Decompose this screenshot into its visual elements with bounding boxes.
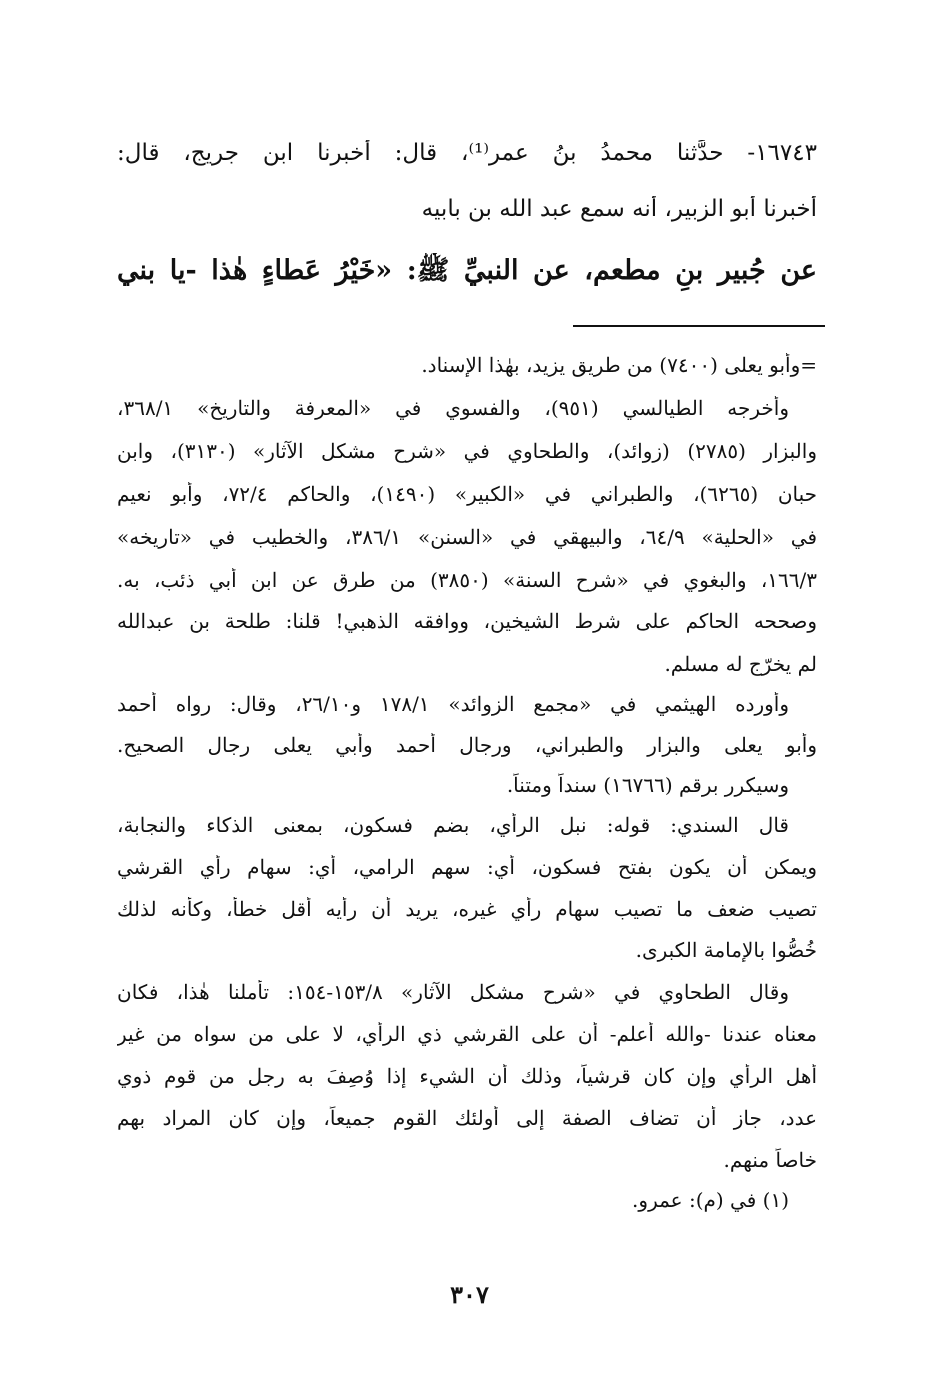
footnote-separator (573, 325, 825, 327)
main-text-line-2: أخبرنا أبو الزبير، أنه سمع عبد الله بن بابيه (421, 196, 817, 222)
footnote-line: والبزار (٢٧٨٥) (زوائد)، والطحاوي في «شرح مشكل الآثار» (٣١٣٠)، وابن (117, 439, 817, 463)
footnote-line: وسيكرر برقم (١٦٧٦٦) سنداً ومتناً. (506, 773, 789, 797)
footnote-line: خاصاً منهم. (723, 1148, 817, 1172)
footnote-line: لم يخرّج له مسلم. (664, 652, 817, 676)
footnote-line: خُصُّوا بالإمامة الكبرى. (635, 938, 817, 962)
footnote-line: =وأبو يعلى (٧٤٠٠) من طريق يزيد، بهٰذا الإسناد. (421, 353, 817, 377)
footnote-line: وأورده الهيثمي في «مجمع الزوائد» ١٧٨/١ و٢٦/١٠، وقال: رواه أحمد (117, 692, 790, 716)
footnote-line: قال السندي: قوله: نبل الرأي، بضم فسكون، بمعنى الذكاء والنجابة، (117, 813, 789, 837)
footnote-line: وأبو يعلى والبزار والطبراني، ورجال أحمد وأبي يعلى رجال الصحيح. (117, 733, 817, 757)
footnote-line: ١٦٦/٣، والبغوي في «شرح السنة» (٣٨٥٠) من طرق عن ابن أبي ذئب، به. (117, 568, 817, 592)
footnote-line: أهل الرأي وإن كان قرشياً، وذلك أن الشيء إذا وُصِفَ به رجل من قوم ذوي (117, 1064, 817, 1088)
main-text-line-1: ١٦٧٤٣- حدَّثنا محمدُ بنُ عمر⁽¹⁾، قال: أخبرنا ابن جريج، قال: (117, 140, 817, 166)
footnote-line: حبان (٦٢٦٥)، والطبراني في «الكبير» (١٤٩٠)، والحاكم ٧٢/٤، وأبو نعيم (117, 482, 817, 506)
footnote-reference: (١) في (م): عمرو. (632, 1188, 789, 1212)
footnote-line: تصيب ضعف ما تصيب سهام رأي غيره، يريد أن رأيه أقل خطأ، وكأنه لذلك (117, 897, 817, 921)
footnote-line: وأخرجه الطيالسي (٩٥١)، والفسوي في «المعرفة والتاريخ» ٣٦٨/١، (117, 396, 789, 420)
hadith-line: عن جُبير بنِ مطعم، عن النبيِّ ﷺ: «خَيْرُ عَطاءٍ هٰذا -يا بني (117, 255, 817, 286)
footnote-line: معناه عندنا -والله أعلم- أن على القرشي ذي الرأي، لا على من سواه من غير (117, 1022, 817, 1046)
page-number: ٣٠٧ (450, 1280, 489, 1309)
footnote-line: ويمكن أن يكون بفتح فسكون، أي: سهم الرامي، أي: سهام رأي القرشي (117, 855, 817, 879)
footnote-line: في «الحلية» ٦٤/٩، والبيهقي في «السنن» ٣٨٦/١، والخطيب في «تاريخه» (117, 525, 817, 549)
footnote-line: وقال الطحاوي في «شرح مشكل الآثار» ١٥٣/٨-١٥٤: تأملنا هٰذا، فكان (117, 980, 789, 1004)
footnote-line: عدد، جاز أن تضاف الصفة إلى أولئك القوم جميعاً، وإن كان المراد بهم (117, 1106, 817, 1130)
footnote-line: وصححه الحاكم على شرط الشيخين، ووافقه الذهبي! قلنا: طلحة بن عبدالله (117, 609, 817, 633)
